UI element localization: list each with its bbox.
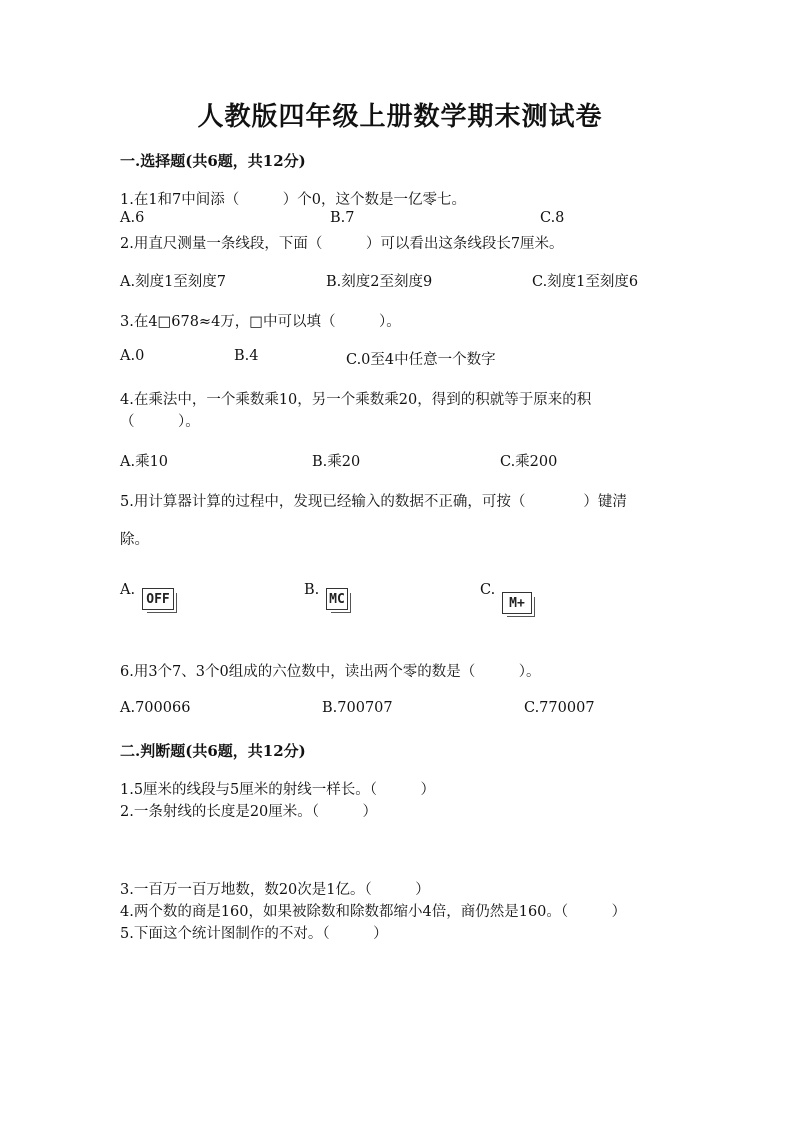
question-4-option-a[interactable]: A.乘10 [120,454,169,470]
question-2-option-c[interactable]: C.刻度1至刻度6 [532,274,639,290]
question-5-option-c[interactable]: C. [480,582,496,598]
question-3-text: 3.在4□678≈4万，□中可以填（ ）。 [120,314,401,330]
question-1-option-a[interactable]: A.6 [120,210,145,226]
question-3-option-a[interactable]: A.0 [120,348,145,364]
question-1-text: 1.在1和7中间添（ ）个0，这个数是一亿零七。 [120,192,467,208]
question-2-option-b[interactable]: B.刻度2至刻度9 [326,274,433,290]
question-6-text: 6.用3个7、3个0组成的六位数中，读出两个零的数是（ ）。 [120,664,541,680]
judgement-item-1: 1.5厘米的线段与5厘米的射线一样长。（ ） [120,782,436,798]
question-5-text-line1: 5.用计算器计算的过程中，发现已经输入的数据不正确，可按（ ）键清 [120,494,627,510]
question-5-text-line2: 除。 [120,532,149,548]
page-title: 人教版四年级上册数学期末测试卷 [197,102,603,132]
question-4-option-c[interactable]: C.乘200 [500,454,558,470]
question-4-text-line1: 4.在乘法中，一个乘数乘10，另一个乘数乘20，得到的积就等于原来的积 [120,392,592,408]
section-heading-choice: 一.选择题(共6题，共12分) [120,152,306,170]
question-2-text: 2.用直尺测量一条线段，下面（ ）可以看出这条线段长7厘米。 [120,236,564,252]
question-3-option-b[interactable]: B.4 [234,348,259,364]
section-heading-judgement: 二.判断题(共6题，共12分) [120,742,306,760]
question-5-option-b[interactable]: B. [304,582,320,598]
question-1-option-c[interactable]: C.8 [540,210,565,226]
question-4-text-line2: （ ）。 [120,414,200,430]
question-2-option-a[interactable]: A.刻度1至刻度7 [120,274,227,290]
calculator-key-mc[interactable]: MC [326,588,348,610]
question-6-option-b[interactable]: B.700707 [322,700,393,716]
question-6-option-a[interactable]: A.700066 [120,700,191,716]
judgement-item-5: 5.下面这个统计图制作的不对。（ ） [120,926,388,942]
question-4-option-b[interactable]: B.乘20 [312,454,361,470]
calculator-key-off[interactable]: OFF [142,588,174,610]
judgement-item-3: 3.一百万一百万地数，数20次是1亿。（ ） [120,882,430,898]
question-5-option-a[interactable]: A. [120,582,136,598]
calculator-key-m-plus[interactable]: M+ [502,592,532,614]
question-1-option-b[interactable]: B.7 [330,210,355,226]
judgement-item-4: 4.两个数的商是160，如果被除数和除数都缩小4倍，商仍然是160。（ ） [120,904,627,920]
question-6-option-c[interactable]: C.770007 [524,700,595,716]
judgement-item-2: 2.一条射线的长度是20厘米。（ ） [120,804,378,820]
question-3-option-c[interactable]: C.0至4中任意一个数字 [346,352,496,368]
